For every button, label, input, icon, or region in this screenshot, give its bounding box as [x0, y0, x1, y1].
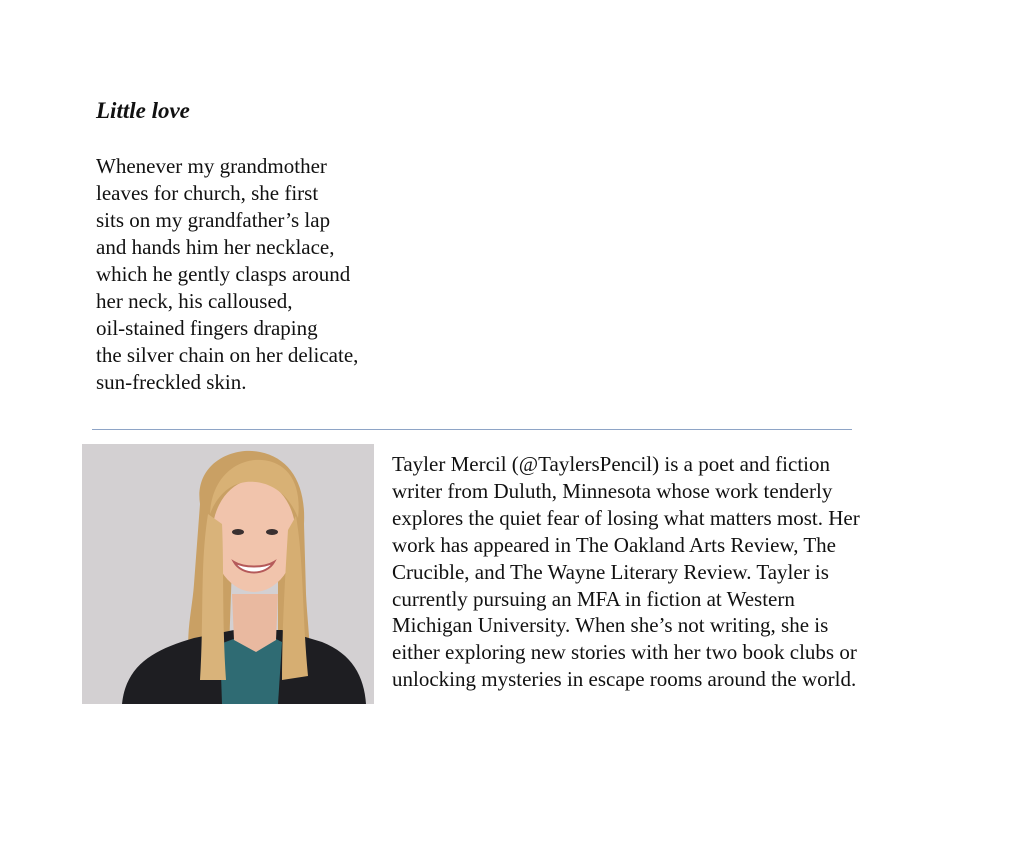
section-divider [92, 429, 852, 430]
author-bio [392, 451, 952, 693]
poem-line: sun-freckled skin. [96, 370, 247, 394]
bio-line: explores the quiet fear of losing what matters most. Her [392, 505, 860, 530]
bio-line: unlocking mysteries in escape rooms around the world. [392, 667, 857, 692]
bio-line: writer from Duluth, Minnesota whose work tenderly [392, 478, 833, 503]
poem-body [96, 153, 358, 396]
poem-line: oil-stained fingers draping [96, 316, 318, 340]
poem-line: leaves for church, she first [96, 181, 319, 205]
poem-line: which he gently clasps around [96, 262, 351, 286]
bio-line: either exploring new stories with her two book clubs or [392, 640, 857, 665]
poem-line: and hands him her necklace, [96, 235, 335, 259]
bio-line: work has appeared in The Oakland Arts Review, The [392, 532, 836, 557]
bio-line: Crucible, and The Wayne Literary Review. Tayler is [392, 559, 829, 584]
bio-line: Tayler Mercil (@TaylersPencil) is a poet and fiction [392, 452, 830, 476]
poem-line: her neck, his calloused, [96, 289, 293, 313]
bio-line: Michigan University. When she’s not writing, she is [392, 613, 829, 638]
poem-line: Whenever my grandmother [96, 154, 327, 178]
bio-line: currently pursuing an MFA in fiction at Western [392, 586, 795, 611]
author-photo [82, 444, 374, 704]
poem-title: Little love [96, 98, 190, 123]
poem-line: the silver chain on her delicate, [96, 343, 359, 367]
poem-line: sits on my grandfather’s lap [96, 208, 331, 232]
